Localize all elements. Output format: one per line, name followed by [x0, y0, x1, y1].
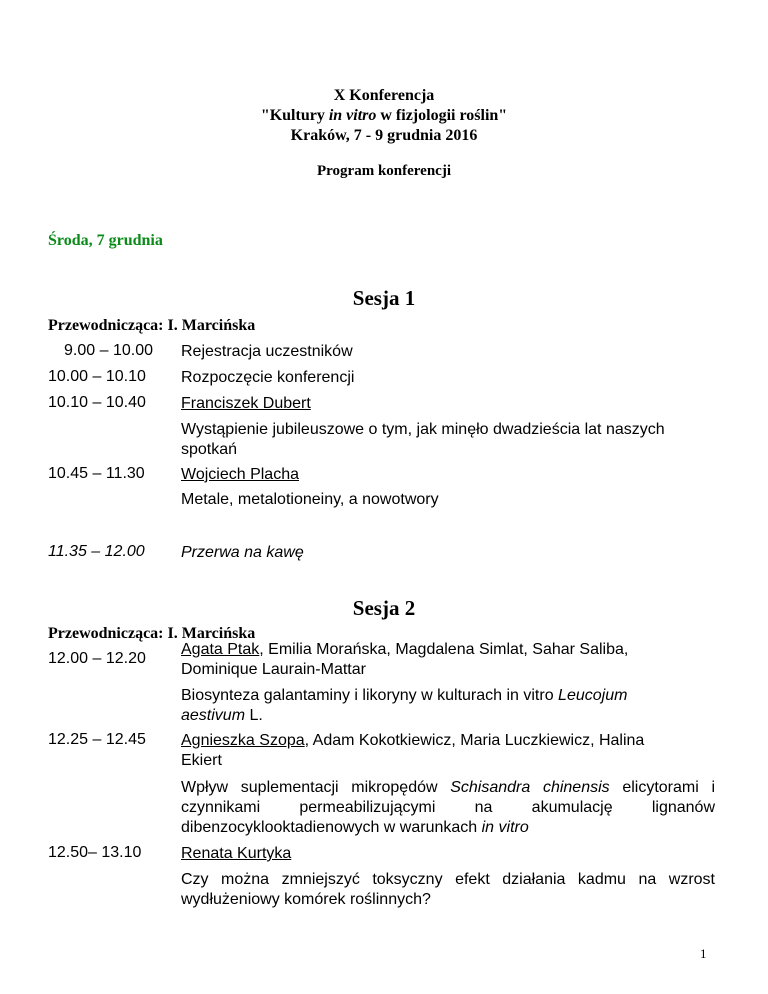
talk-title — [181, 686, 715, 726]
time-slot: 12.00 – 12.20 — [48, 650, 146, 667]
session-2-title: Sesja 2 — [352, 596, 416, 620]
conference-title — [0, 106, 768, 126]
session-2-chair: Przewodnicząca: I. Marcińska — [48, 625, 256, 642]
time-slot: 12.50– 13.10 — [48, 844, 142, 861]
talk-authors — [181, 731, 715, 771]
talk-title-text: L. — [245, 707, 263, 724]
presenting-author: Agnieszka Szopa — [181, 732, 305, 749]
talk-title: Czy można zmniejszyć toksyczny efekt działania kadmu na wzrost wydłużeniowy komórek roślinnych? — [181, 871, 715, 908]
speaker-name: Renata Kurtyka — [181, 845, 292, 862]
conference-title-post: w fizjologii roślin" — [376, 107, 508, 124]
talk-title-italic: Leucojum — [558, 687, 628, 704]
talk-title-text: Biosynteza galantaminy i likoryny w kulturach in vitro — [181, 687, 559, 704]
talk-title-italic: aestivum — [181, 707, 246, 724]
coauthors: Dominique Laurain-Mattar — [181, 661, 366, 678]
coauthors: , Adam Kokotkiewicz, Maria Luczkiewicz, Halina — [304, 732, 645, 749]
speaker-name: Franciszek Dubert — [181, 395, 311, 412]
entry-text: Rozpoczęcie konferencji — [181, 369, 355, 386]
day-heading: Środa, 7 grudnia — [48, 232, 163, 249]
talk-title-italic: Schisandra chinensis — [450, 779, 610, 796]
conference-number: X Konferencja — [333, 87, 435, 104]
session-1-chair: Przewodnicząca: I. Marcińska — [48, 317, 256, 334]
time-slot: 10.00 – 10.10 — [48, 368, 146, 385]
speaker-name: Wojciech Placha — [181, 466, 299, 483]
entry-text: Rejestracja uczestników — [181, 343, 353, 360]
talk-title-italic: in vitro — [481, 819, 529, 836]
talk-title-text: elicytorami i czynnikami permeabilizującymi na akumulację lignanów dibenzocyklooktadienowych w warunkach — [181, 779, 715, 836]
time-slot: 10.10 – 10.40 — [48, 394, 146, 411]
conference-place-date: Kraków, 7 - 9 grudnia 2016 — [290, 127, 478, 144]
talk-title — [181, 778, 715, 838]
presenting-author: Agata Ptak — [181, 641, 260, 658]
talk-authors — [181, 640, 715, 680]
time-slot: 9.00 – 10.00 — [64, 342, 153, 359]
coauthors: , Emilia Morańska, Magdalena Simlat, Sahar Saliba, — [259, 641, 629, 658]
talk-title-text: Wpływ suplementacji mikropędów — [181, 779, 451, 796]
conference-title-pre: "Kultury — [260, 107, 329, 124]
time-slot: 12.25 – 12.45 — [48, 731, 146, 748]
time-slot: 10.45 – 11.30 — [48, 465, 145, 482]
page-number: 1 — [700, 946, 707, 961]
talk-title: Metale, metalotioneiny, a nowotwory — [181, 491, 439, 508]
break-text: Przerwa na kawę — [181, 544, 304, 561]
coauthors: Ekiert — [181, 752, 222, 769]
talk-title: Wystąpienie jubileuszowe o tym, jak minęło dwadzieścia lat naszych spotkań — [181, 421, 665, 458]
conference-title-italic: in vitro — [328, 107, 377, 124]
program-heading: Program konferencji — [317, 163, 451, 179]
time-slot: 11.35 – 12.00 — [48, 543, 145, 560]
session-1-title: Sesja 1 — [352, 286, 416, 310]
